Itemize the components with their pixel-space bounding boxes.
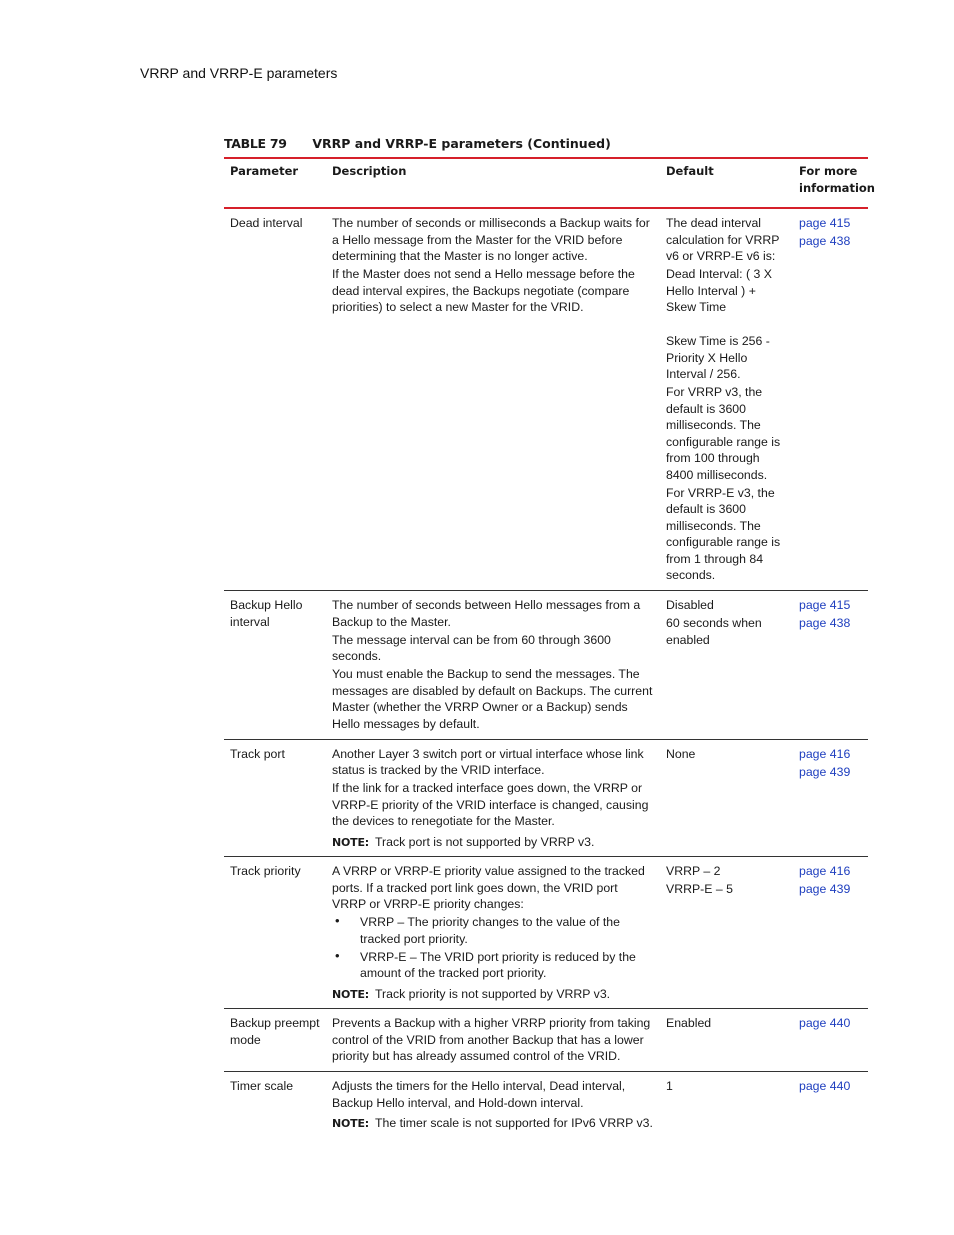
cell-description — [326, 857, 660, 1009]
default-text: Disabled — [666, 598, 714, 612]
description-text: Another Layer 3 switch port or virtual interface whose link status is tracked by the VRID interface. — [332, 746, 644, 777]
running-header: VRRP and VRRP-E parameters — [140, 65, 338, 81]
cell-links — [793, 857, 868, 1009]
bullet-list — [332, 914, 654, 982]
description-text: The number of seconds or milliseconds a Backup waits for a Hello message from the Master for the VRID before determining that the Master is no longer active. — [332, 216, 650, 263]
bullet-item — [332, 914, 654, 947]
note — [332, 834, 654, 852]
cell-default — [660, 208, 793, 591]
bullet-icon: • — [335, 947, 340, 963]
page-link[interactable]: page 438 — [799, 234, 851, 248]
page-link[interactable]: page 415 — [799, 598, 851, 612]
parameters-table — [224, 157, 875, 1138]
cell-default — [660, 591, 793, 740]
description-text: If the Master does not send a Hello message before the dead interval expires, the Backups negotiate (compare priorities) to select a new Master for the VRID. — [332, 267, 635, 314]
cell-description — [326, 1072, 660, 1138]
bullet-icon: • — [335, 913, 340, 928]
cell-parameter: Timer scale — [230, 1079, 294, 1093]
cell-links — [793, 208, 868, 591]
page-link[interactable]: page 416 — [799, 746, 851, 761]
table-row — [224, 208, 868, 591]
cell-default — [660, 857, 793, 1009]
page-link[interactable]: page 440 — [799, 1016, 851, 1030]
cell-description — [326, 1009, 660, 1072]
page-link[interactable]: page 440 — [799, 1079, 851, 1093]
description-text: You must enable the Backup to send the messages. The messages are disabled by default on Backups. The current Master (whether the VRRP Owner or a Backup) sends Hello messages by default. — [332, 667, 653, 731]
default-text: Skew Time is 256 - Priority X Hello Interval / 256. — [666, 334, 770, 381]
table-row — [224, 857, 868, 1009]
default-text: Enabled — [666, 1016, 712, 1030]
note — [332, 1115, 654, 1133]
note-label: NOTE: — [332, 987, 369, 1001]
cell-links — [793, 739, 868, 857]
header-more-info-line2: information — [799, 181, 875, 195]
cell-description — [326, 208, 660, 591]
cell-description — [326, 739, 660, 857]
cell-parameter: Dead interval — [224, 208, 326, 591]
description-text: A VRRP or VRRP-E priority value assigned to the tracked ports. If a tracked port link goes down, the VRID port VRRP or VRRP-E priority changes: — [332, 864, 645, 911]
page-link[interactable]: page 415 — [799, 216, 851, 230]
note-text: The timer scale is not supported for IPv6 VRRP v3. — [374, 1116, 653, 1130]
default-text: VRRP – 2 — [666, 864, 721, 878]
header-more-info-line1: For more — [799, 164, 858, 178]
description-text: The number of seconds between Hello messages from a Backup to the Master. — [332, 598, 641, 629]
default-text: Dead Interval: ( 3 X Hello Interval ) + Skew Time — [666, 267, 772, 314]
cell-description — [326, 591, 660, 740]
page-link[interactable]: page 439 — [799, 764, 851, 779]
cell-links — [793, 591, 868, 740]
table-row — [224, 591, 868, 740]
cell-parameter: Track priority — [224, 857, 326, 1009]
default-text: None — [666, 746, 696, 761]
cell-default — [660, 1072, 793, 1138]
cell-links — [793, 1009, 868, 1072]
description-text: The message interval can be from 60 through 3600 seconds. — [332, 632, 611, 663]
default-text: For VRRP-E v3, the default is 3600 milliseconds. The configurable range is from 1 through 84 seconds. — [666, 485, 781, 582]
page-link[interactable]: page 438 — [799, 616, 851, 630]
table-row — [224, 1072, 868, 1138]
page-link[interactable]: page 439 — [799, 882, 851, 896]
default-text: 1 — [666, 1079, 673, 1093]
note-label: NOTE: — [332, 835, 369, 849]
bullet-item — [332, 949, 654, 982]
table-caption — [224, 136, 868, 151]
page-link[interactable]: page 416 — [799, 864, 851, 878]
cell-default — [660, 739, 793, 857]
cell-parameter: Backup preempt mode — [224, 1009, 326, 1072]
table-number: TABLE 79 — [224, 136, 287, 151]
note — [332, 986, 654, 1004]
table-row — [224, 739, 868, 857]
default-text: 60 seconds when enabled — [666, 616, 762, 647]
default-text: For VRRP v3, the default is 3600 milliseconds. The configurable range is from 100 through 8400 milliseconds. — [666, 385, 781, 482]
default-text: VRRP-E – 5 — [666, 882, 733, 896]
table-row — [224, 1009, 868, 1072]
note-text: Track priority is not supported by VRRP v3. — [374, 986, 611, 1001]
cell-parameter: Backup Hello interval — [224, 591, 326, 740]
bullet-text: VRRP – The priority changes to the value of the tracked port priority. — [360, 915, 620, 946]
header-description: Description — [326, 158, 660, 208]
description-text: Adjusts the timers for the Hello interval, Dead interval, Backup Hello interval, and Hold-down interval. — [332, 1079, 626, 1110]
table-header-row — [224, 158, 868, 208]
table-title: VRRP and VRRP-E parameters (Continued) — [312, 136, 611, 151]
bullet-text: VRRP-E – The VRID port priority is reduced by the amount of the tracked port priority. — [360, 949, 636, 980]
cell-parameter: Track port — [224, 739, 326, 857]
default-text: The dead interval calculation for VRRP v6 or VRRP-E v6 is: — [666, 216, 780, 263]
note-text: Track port is not supported by VRRP v3. — [374, 834, 595, 849]
note-label: NOTE: — [332, 1117, 369, 1130]
header-parameter: Parameter — [224, 158, 326, 208]
header-default: Default — [660, 158, 793, 208]
cell-links — [793, 1072, 868, 1138]
header-more-info — [793, 158, 875, 208]
description-text: Prevents a Backup with a higher VRRP priority from taking control of the VRID from another Backup that has a lower priority but has already assumed control of the VRID. — [332, 1016, 651, 1063]
description-text: If the link for a tracked interface goes down, the VRRP or VRRP-E priority of the VRID interface is changed, causing the devices to renegotiate for the Master. — [332, 781, 649, 828]
cell-default — [660, 1009, 793, 1072]
